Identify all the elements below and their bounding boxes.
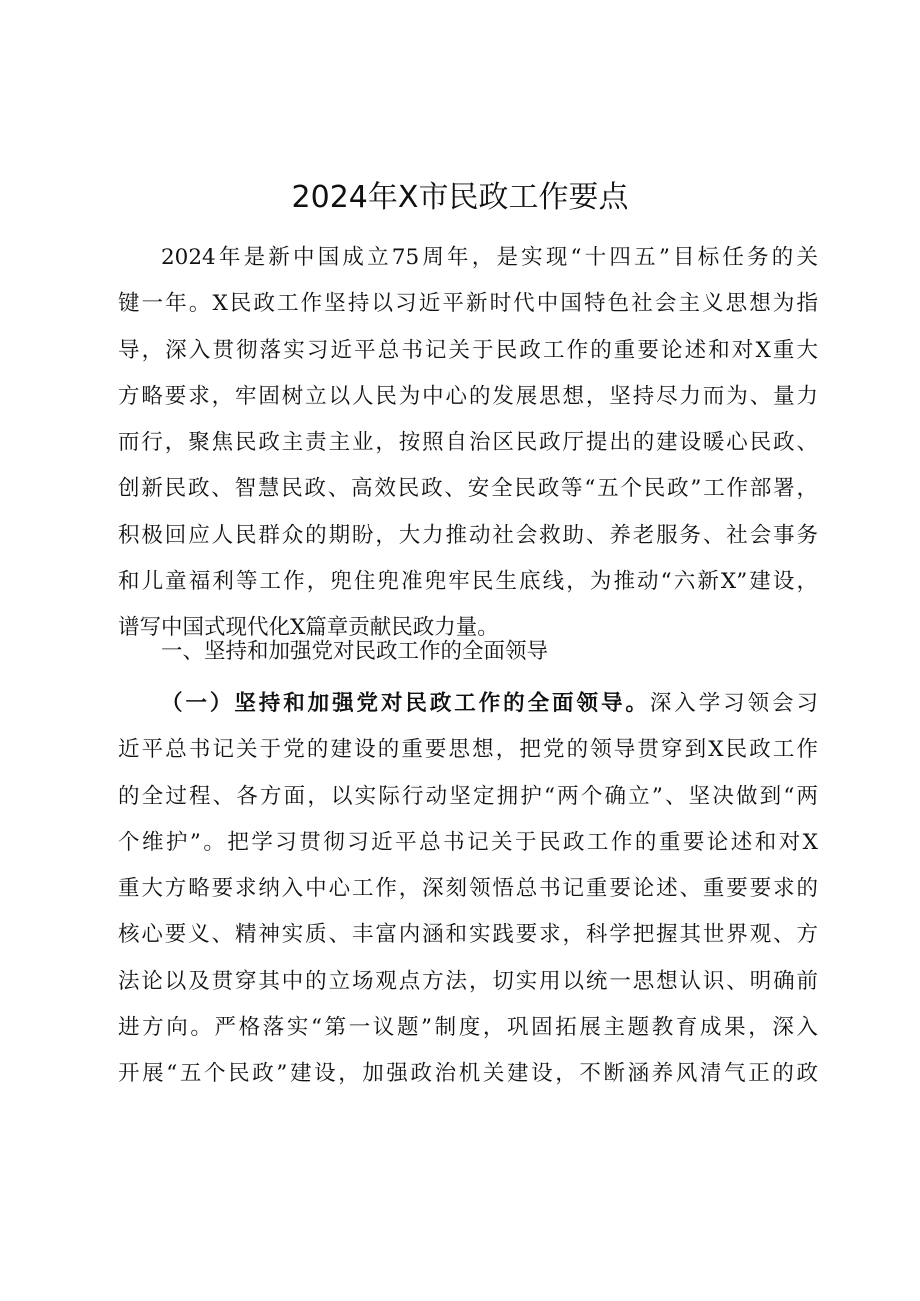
paragraph-line: 个维护”。把学习贯彻习近平总书记关于民政工作的重要论述和对X [118,829,818,855]
section-heading: 一、坚持和加强党对民政工作的全面领导 [161,639,549,664]
intro-paragraph [118,235,818,652]
paragraph-line: 的全过程、各方面，以实际行动坚定拥护“两个确立”、坚决做到“两 [118,783,818,809]
document-title: 2024年X市民政工作要点 [291,180,629,215]
paragraph-line: 方略要求，牢固树立以人民为中心的发展思想，坚持尽力而为、量力 [118,383,818,409]
paragraph-line: 开展“五个民政”建设，加强政治机关建设，不断涵养风清气正的政 [118,1061,818,1087]
paragraph-line: 而行，聚焦民政主责主业，按照自治区民政厅提出的建设暖心民政、 [118,430,818,456]
paragraph-line: 2024年是新中国成立75周年，是实现“十四五”目标任务的关 [161,245,818,270]
paragraph-line: 和儿童福利等工作，兜住兜准兜牢民生底线，为推动“六新X”建设， [118,569,818,595]
paragraph-line: 创新民政、智慧民政、高效民政、安全民政等“五个民政”工作部署， [118,476,818,502]
paragraph-line: 进方向。严格落实“第一议题”制度，巩固拓展主题教育成果，深入 [118,1015,818,1041]
paragraph-line: 键一年。X民政工作坚持以习近平新时代中国特色社会主义思想为指 [118,291,818,317]
paragraph-line: 重大方略要求纳入中心工作，深刻领悟总书记重要论述、重要要求的 [118,876,818,902]
subsection-paragraph [118,681,818,1098]
paragraph-first-line [118,681,818,727]
paragraph-line: 积极回应人民群众的期盼，大力推动社会救助、养老服务、社会事务 [118,522,818,548]
paragraph-line: 近平总书记关于党的建设的重要思想，把党的领导贯穿到X民政工作 [118,737,818,763]
paragraph-text: 深入学习领会习 [649,691,818,716]
paragraph-line: 谱写中国式现代化X篇章贡献民政力量。 [118,615,499,641]
paragraph-line: 法论以及贯穿其中的立场观点方法，切实用以统一思想认识、明确前 [118,968,818,994]
paragraph-line: 核心要义、精神实质、丰富内涵和实践要求，科学把握其世界观、方 [118,922,818,948]
paragraph-line: 导，深入贯彻落实习近平总书记关于民政工作的重要论述和对X重大 [118,337,818,363]
subsection-lead: （一）坚持和加强党对民政工作的全面领导。 [161,691,650,716]
